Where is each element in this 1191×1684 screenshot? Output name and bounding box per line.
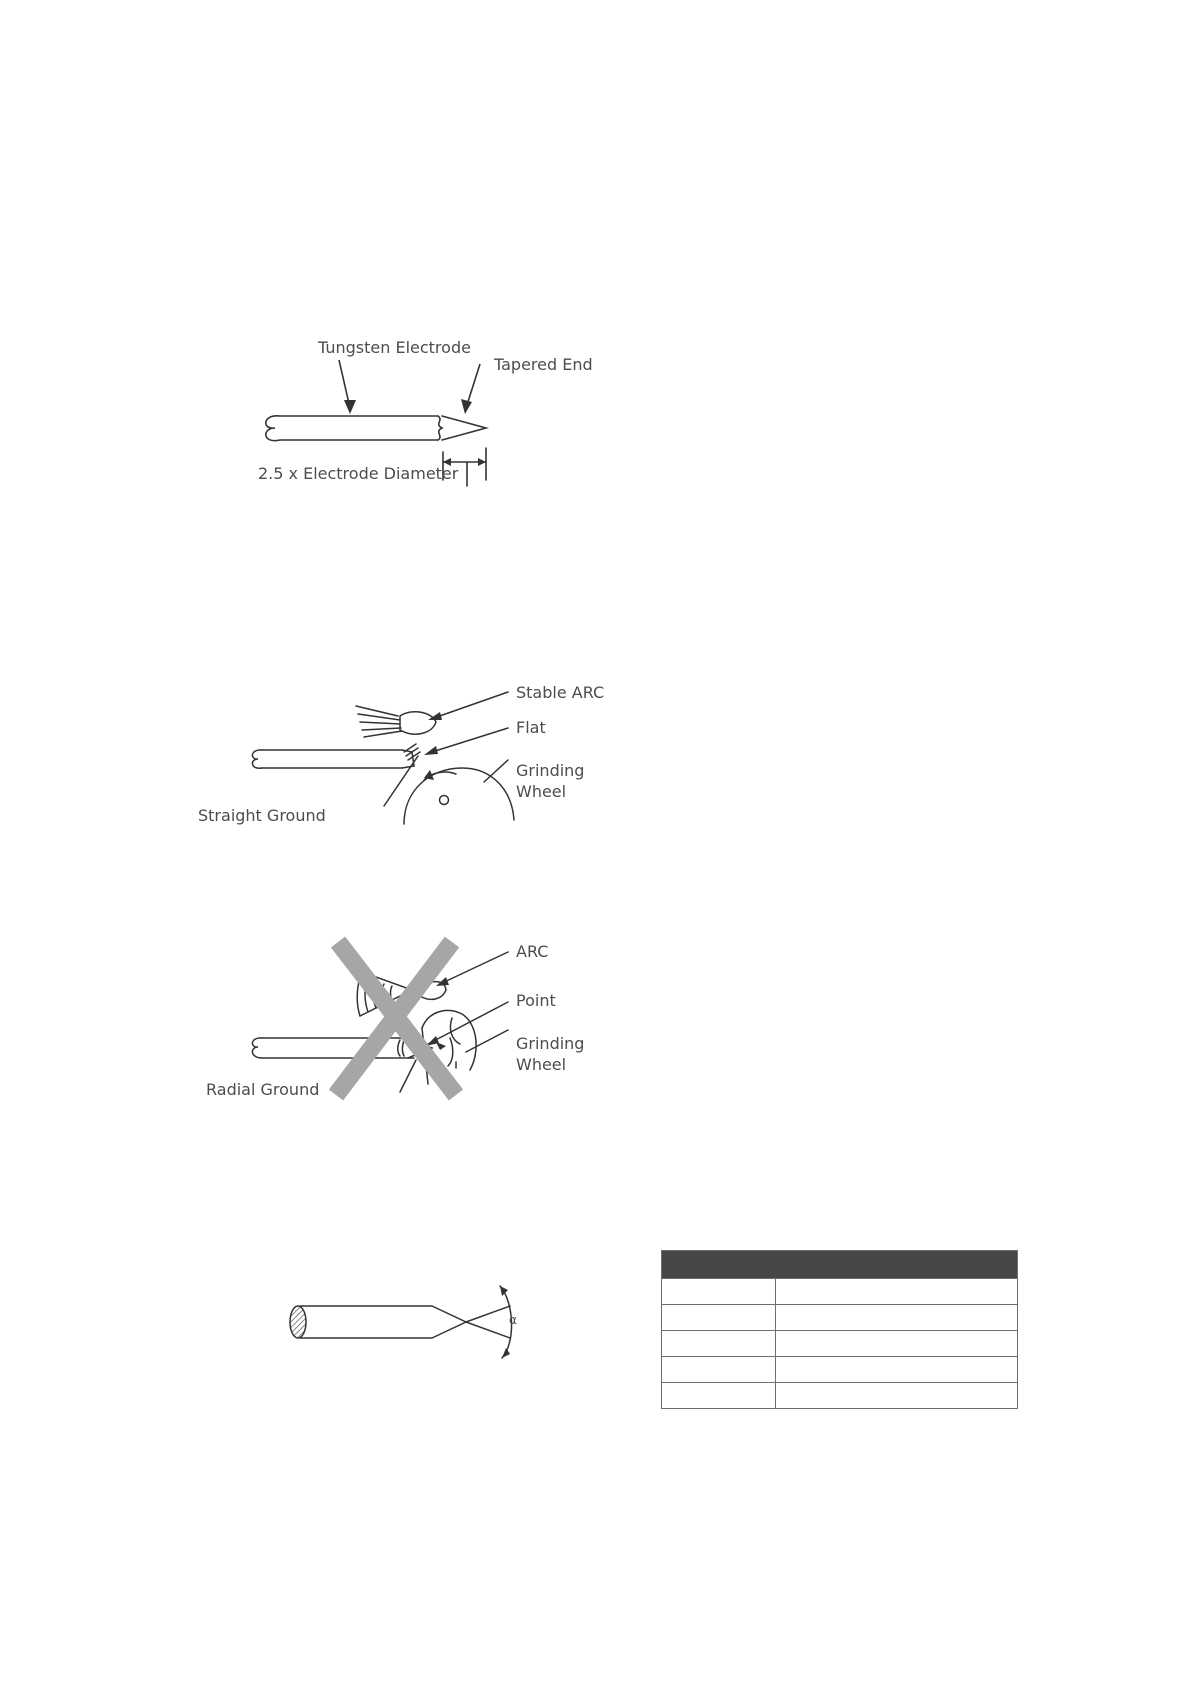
table-header-row [662,1251,1018,1279]
table-row [662,1331,1018,1357]
table-cell [776,1279,1018,1305]
label-point: Point [516,991,556,1010]
table-header [662,1251,1018,1279]
label-flat: Flat [516,718,546,737]
label-arc: ARC [516,942,549,961]
table-row [662,1357,1018,1383]
table-cell [662,1305,776,1331]
label-straight-ground: Straight Ground [198,806,326,825]
table-row [662,1383,1018,1409]
table-cell [662,1331,776,1357]
label-stable-arc: Stable ARC [516,683,605,702]
table-row [662,1279,1018,1305]
table-cell [662,1383,776,1409]
electrode-angle-table [661,1250,1018,1409]
label-electrode-diameter-dimension: 2.5 x Electrode Diameter [258,464,459,483]
label-tungsten-electrode: Tungsten Electrode [318,338,471,357]
label-radial-ground: Radial Ground [206,1080,320,1099]
table-cell [776,1383,1018,1409]
table-cell [776,1331,1018,1357]
label-grinding-wheel-radial: Grinding Wheel [516,1034,585,1074]
table-cell [776,1305,1018,1331]
table-cell [662,1279,776,1305]
label-tapered-end: Tapered End [494,355,593,374]
table-cell [776,1357,1018,1383]
label-angle-symbol: α [509,1313,517,1327]
label-grinding-wheel-straight: Grinding Wheel [516,761,585,801]
table-cell [662,1357,776,1383]
table-row [662,1305,1018,1331]
